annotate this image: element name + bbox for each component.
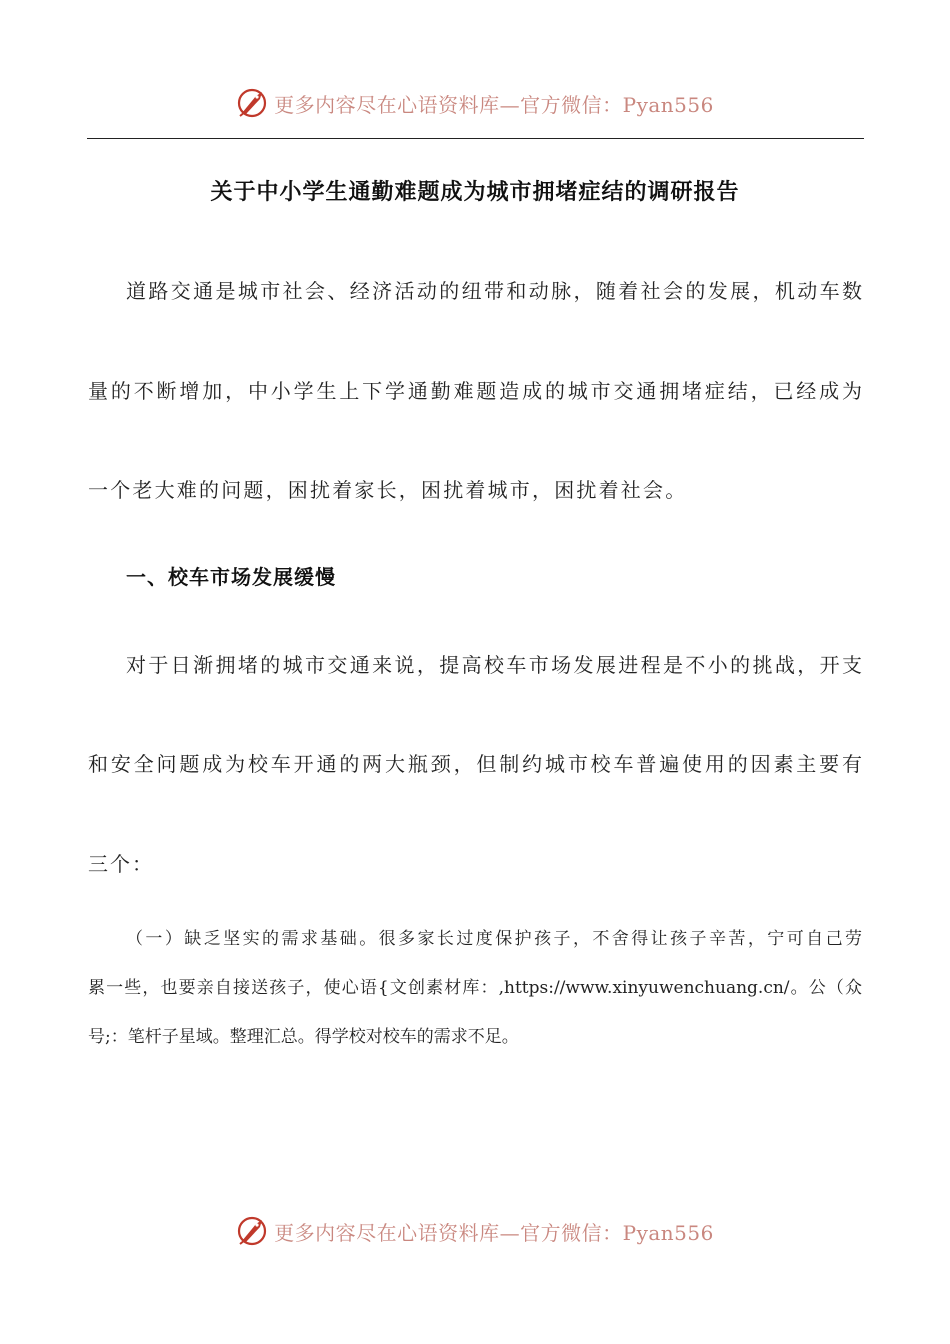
section1-line-3: 三个： <box>88 852 154 876</box>
footer-banner <box>0 1206 950 1256</box>
section1-line-2: 和安全问题成为校车开通的两大瓶颈，但制约城市校车普遍使用的因素主要有 <box>88 752 862 776</box>
pen-nib-logo-icon <box>236 86 270 120</box>
sub1-line-2: 累一些，也要亲自接送孩子，使心语{文创素材库：,https://www.xinyuwenchuang.cn/。公（众 <box>88 978 862 998</box>
pen-nib-logo-icon <box>236 1214 270 1248</box>
intro-line-2: 量的不断增加，中小学生上下学通勤难题造成的城市交通拥堵症结，已经成为 <box>88 379 862 403</box>
intro-line-3: 一个老大难的问题，困扰着家长，困扰着城市，困扰着社会。 <box>88 478 688 502</box>
header-rule <box>87 138 864 139</box>
header-banner <box>0 78 950 128</box>
intro-line-1: 道路交通是城市社会、经济活动的纽带和动脉，随着社会的发展，机动车数 <box>126 279 862 303</box>
sub1-line-1: （一）缺乏坚实的需求基础。很多家长过度保护孩子，不舍得让孩子辛苦，宁可自己劳 <box>126 929 862 949</box>
banner-text: 更多内容尽在心语资料库—官方微信：Pyan556 <box>274 1220 714 1245</box>
section-heading-1: 一、校车市场发展缓慢 <box>126 565 336 589</box>
banner-text: 更多内容尽在心语资料库—官方微信：Pyan556 <box>274 92 714 117</box>
section1-line-1: 对于日渐拥堵的城市交通来说，提高校车市场发展进程是不小的挑战，开支 <box>126 653 862 677</box>
document-title: 关于中小学生通勤难题成为城市拥堵症结的调研报告 <box>210 180 740 205</box>
sub1-line-3: 号;：笔杆子星域。整理汇总。得学校对校车的需求不足。 <box>88 1027 519 1047</box>
